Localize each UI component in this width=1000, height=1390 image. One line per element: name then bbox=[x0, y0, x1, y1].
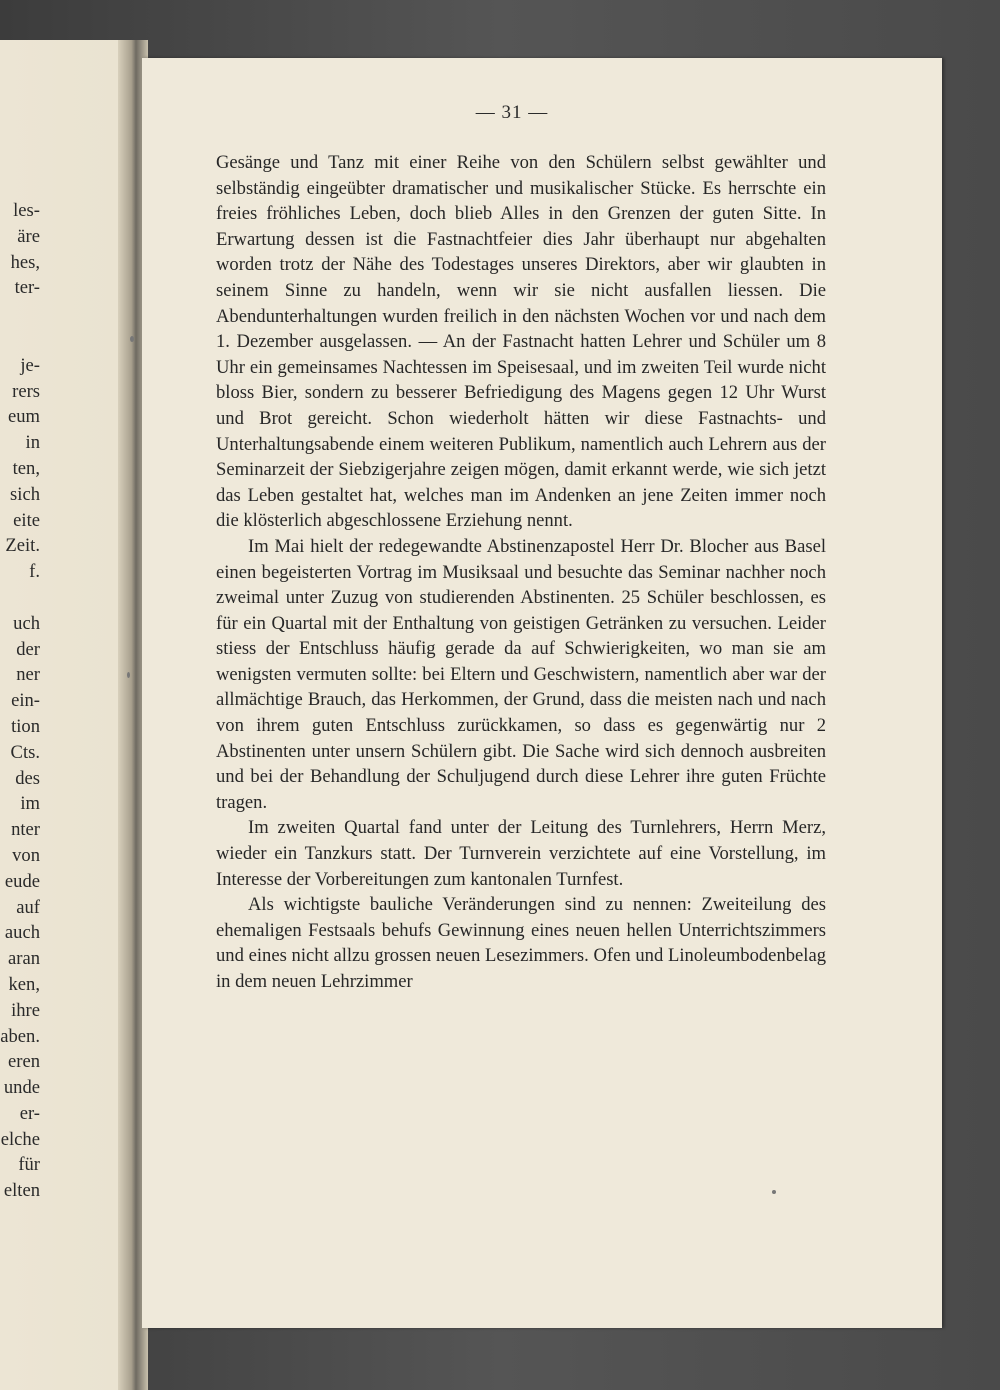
fragment-line: sich bbox=[10, 483, 40, 505]
fragment-line: rers bbox=[12, 380, 40, 402]
paragraph: Gesänge und Tanz mit einer Reihe von den Schülern selbst gewählter und selbständig eingeübter dramatischer und musikalischer Stücke. Es herrschte ein freies fröhliches Leben, doch blieb Alles in den Grenzen der guten Sitte. In Erwartung dessen ist die Fastnachtfeier dies Jahr überhaupt nur abgehalten worden trotz der Nähe des Todestages unseres Direktors, aber wir glaubten in seinem Sinne zu handeln, wenn wir sie nicht ausfallen liessen. Die Abendunterhaltungen wurden freilich in den nächsten Wochen vor und nach dem 1. Dezember ausgelassen. — An der Fastnacht hatten Lehrer und Schüler um 8 Uhr ein gemeinsames Nachtessen im Speisesaal, und im zweiten Teil wurde nicht bloss Bier, sondern zu besserer Befriedigung des Magens gegen 12 Uhr Wurst und Brot gereicht. Schon wiederholt hätten wir diese Fastnachts- und Unterhaltungsabende einem weiteren Publikum, namentlich auch Lehrern aus der Seminarzeit der Siebzigerjahre zeigen mögen, damit erkannt werde, wie sich jetzt das Leben gestaltet hat, welches man im Andenken an jene Zeiten immer noch die klösterlich abgeschlossene Erziehung nennt. bbox=[216, 152, 826, 532]
fragment-line: ihre bbox=[11, 999, 40, 1021]
fragment-line: les- bbox=[13, 200, 40, 221]
fragment-line: auch bbox=[4, 922, 40, 944]
fragment-line: im bbox=[20, 793, 40, 815]
fragment-line: f. bbox=[29, 561, 40, 583]
fragment-line: ter- bbox=[14, 277, 40, 299]
fragment-line: aran bbox=[8, 948, 40, 970]
fragment-line: für bbox=[18, 1154, 40, 1176]
paragraph: Im zweiten Quartal fand unter der Leitung des Turnlehrers, Herrn Merz, wieder ein Tanzkurs statt. Der Turnverein verzichtete auf eine Vorstellung, im Interesse der Vorbereitungen zum kantonalen Turnfest. bbox=[216, 817, 826, 890]
fragment-line: des bbox=[15, 767, 40, 789]
fragment-line: er- bbox=[19, 1102, 40, 1124]
fragment-line: unde bbox=[3, 1077, 40, 1099]
fragment-line: ten, bbox=[12, 457, 40, 479]
fragment-line: eum bbox=[7, 406, 40, 428]
fragment-line: ein- bbox=[11, 690, 40, 712]
fragment-line: auf bbox=[16, 896, 40, 918]
fragment-line: je- bbox=[20, 354, 40, 376]
fragment-line: tion bbox=[11, 715, 40, 737]
page-number: — 31 — bbox=[475, 102, 549, 123]
fragment-line: von bbox=[12, 844, 40, 866]
fragment-line: elche bbox=[0, 1128, 40, 1150]
paragraph: Im Mai hielt der redegewandte Abstinenzapostel Herr Dr. Blocher aus Basel einen begeisterten Vortrag im Musiksaal und besuchte das Seminar nachher noch zweimal unter Zuzug von studierenden Abstinenten. 25 Schüler beschlossen, es für ein Quartal mit der Enthaltung von geistigen Getränken zu versuchen. Leider stiess der Entschluss häufig gerade da auf Schwierigkeiten, wo man sie am wenigsten vermuten sollte: bei Eltern und Geschwistern, namentlich aber war der allmächtige Brauch, das Herkommen, der Grund, dass die meisten nach und nach von ihrem guten Entschluss zurückkamen, so dass es gegenwärtig nur 2 Abstinenten unter unsern Schülern gibt. Die Sache wird sich dennoch ausbreiten und bei der Behandlung der Schuljugend durch diese Lehrer ihre guten Früchte tragen. bbox=[216, 535, 826, 813]
page-body bbox=[216, 150, 826, 995]
fragment-line: eite bbox=[13, 509, 40, 531]
fragment-line: elten bbox=[3, 1180, 40, 1202]
fragment-line: nter bbox=[11, 819, 40, 841]
paper-speck bbox=[127, 672, 130, 678]
paragraph: Als wichtigste bauliche Veränderungen sind zu nennen: Zweiteilung des ehemaligen Festsaals behufs Gewinnung eines neuen hellen Unterrichtszimmers und eines nicht allzu grossen neuen Lesezimmers. Ofen und Linoleumbodenbelag in dem neuen Lehrzimmer bbox=[216, 894, 826, 992]
previous-page-text bbox=[0, 198, 40, 1204]
fragment-line: in bbox=[25, 432, 40, 454]
fragment-line: aben. bbox=[0, 1025, 40, 1047]
fragment-line: eren bbox=[8, 1051, 40, 1073]
paper-speck bbox=[130, 336, 134, 342]
paper-speck bbox=[772, 1190, 776, 1194]
fragment-line: Zeit. bbox=[5, 535, 40, 557]
fragment-line: der bbox=[16, 638, 40, 660]
fragment-line: Cts. bbox=[10, 741, 40, 763]
fragment-line: äre bbox=[17, 225, 40, 247]
fragment-line: eude bbox=[4, 870, 40, 892]
fragment-line: uch bbox=[13, 612, 40, 634]
fragment-line: ken, bbox=[8, 973, 40, 995]
fragment-line: ner bbox=[16, 664, 40, 686]
fragment-line: hes, bbox=[10, 251, 40, 273]
